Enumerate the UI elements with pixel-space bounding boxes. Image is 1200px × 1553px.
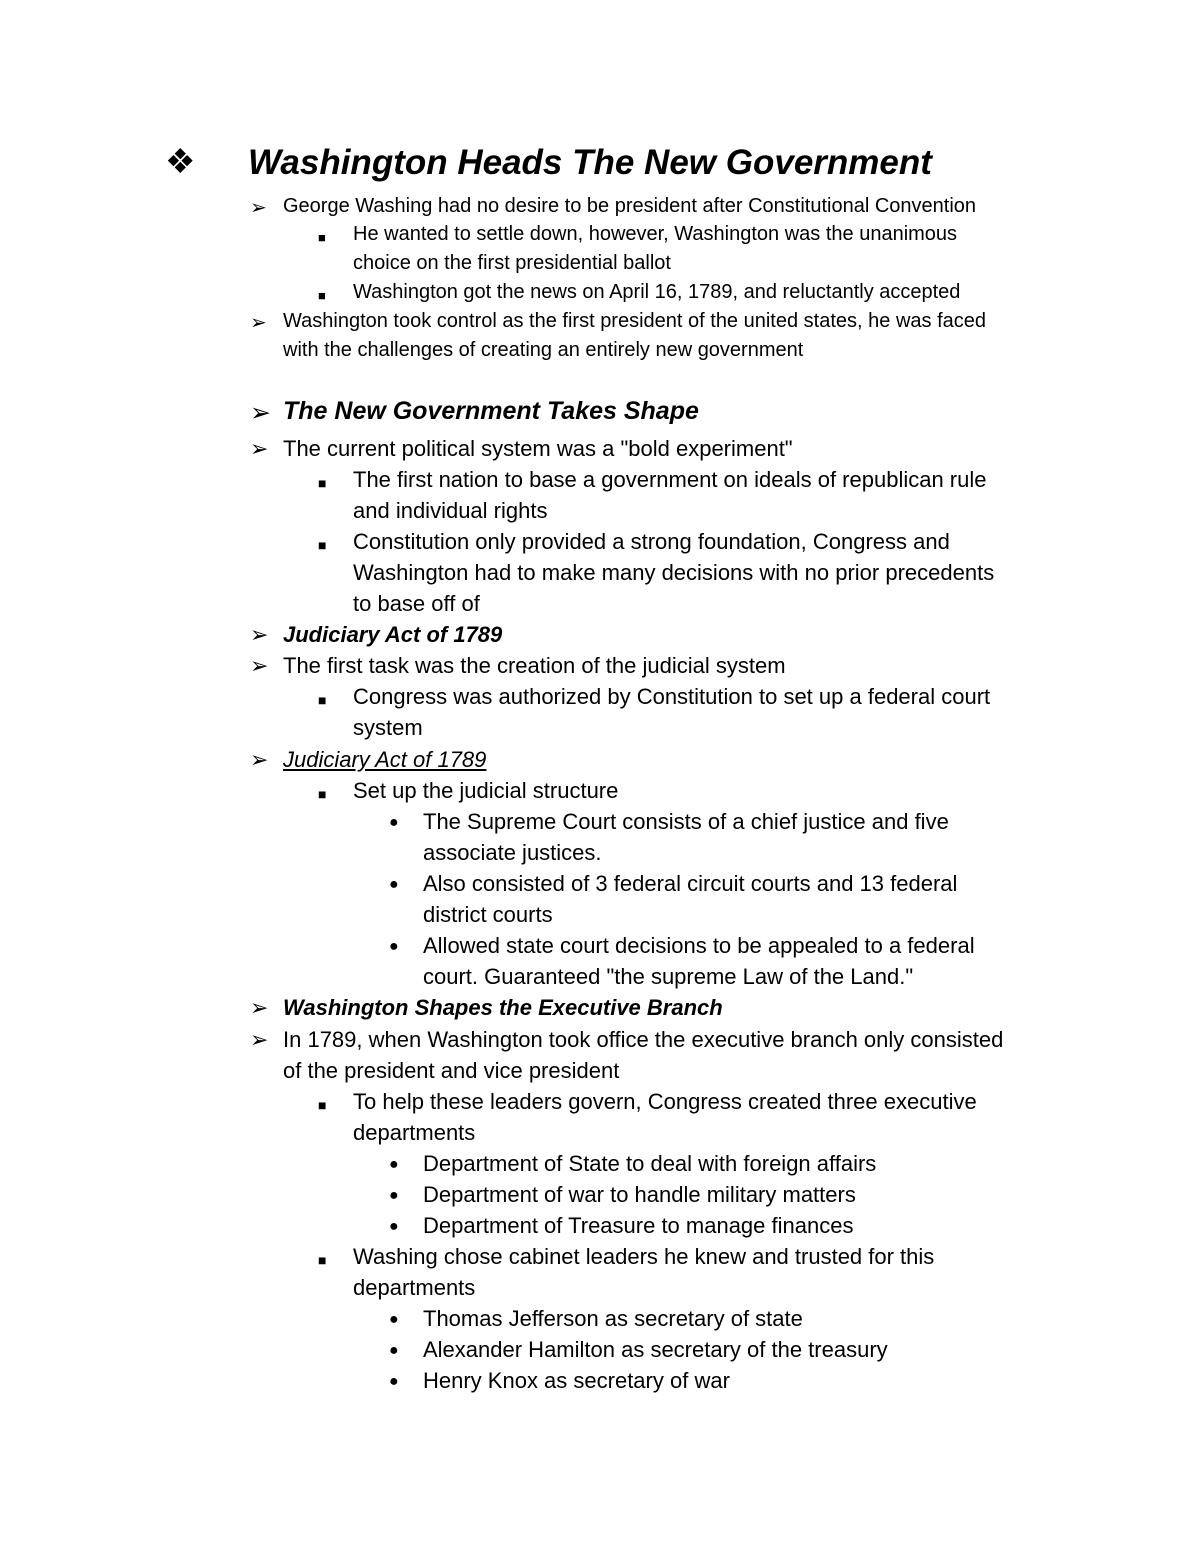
bullet-text: to base off of [353, 591, 480, 616]
square-bullet-icon: ■ [318, 1097, 327, 1113]
dot-bullet-icon: ● [389, 1311, 399, 1328]
bullet-text: To help these leaders govern, Congress created three executive [353, 1089, 977, 1114]
bullet-text: Set up the judicial structure [353, 778, 619, 803]
bullet-text: Washington got the news on April 16, 1789, and reluctantly accepted [353, 281, 961, 303]
dot-bullet-icon: ● [389, 1373, 399, 1390]
page-title: Washington Heads The New Government [248, 143, 932, 182]
square-bullet-icon: ■ [318, 537, 327, 553]
bullet-text: The current political system was a "bold experiment" [283, 436, 793, 461]
dot-bullet-icon: ● [389, 1187, 399, 1204]
bullet-text: choice on the first presidential ballot [353, 252, 671, 274]
bullet-text: of the president and vice president [283, 1058, 620, 1083]
bullet-text: In 1789, when Washington took office the executive branch only consisted [283, 1027, 1004, 1052]
bullet-text: system [353, 715, 423, 740]
arrowhead-icon: ➢ [250, 436, 269, 461]
diamond-sparkle-icon: ❖ [165, 143, 196, 181]
bullet-text: The first task was the creation of the judicial system [283, 653, 786, 678]
arrowhead-icon: ➢ [250, 399, 271, 427]
bullet-text: associate justices. [423, 840, 602, 865]
dot-bullet-icon: ● [389, 1342, 399, 1359]
subheading-judiciary-act: Judiciary Act of 1789 [283, 622, 503, 647]
bullet-text: Henry Knox as secretary of war [423, 1368, 730, 1393]
bullet-text: court. Guaranteed "the supreme Law of the Land." [423, 964, 914, 989]
bullet-text: Alexander Hamilton as secretary of the treasury [423, 1337, 888, 1362]
bullet-text: Washington took control as the first president of the united states, he was faced [283, 310, 986, 332]
bullet-text: Department of Treasure to manage finances [423, 1213, 854, 1238]
square-bullet-icon: ■ [318, 288, 326, 303]
square-bullet-icon: ■ [318, 230, 326, 245]
dot-bullet-icon: ● [389, 938, 399, 955]
arrowhead-icon: ➢ [250, 747, 269, 772]
bullet-text: Allowed state court decisions to be appealed to a federal [423, 933, 975, 958]
bullet-text: Department of war to handle military matters [423, 1182, 856, 1207]
arrowhead-icon: ➢ [250, 197, 267, 219]
bullet-text: with the challenges of creating an entirely new government [283, 339, 804, 361]
bullet-text: The first nation to base a government on ideals of republican rule [353, 467, 987, 492]
judiciary-act-link[interactable]: Judiciary Act of 1789 [283, 747, 487, 772]
arrowhead-icon: ➢ [250, 995, 269, 1020]
arrowhead-icon: ➢ [250, 312, 267, 334]
bullet-text: departments [353, 1275, 476, 1300]
dot-bullet-icon: ● [389, 1218, 399, 1235]
arrowhead-icon: ➢ [250, 653, 269, 678]
square-bullet-icon: ■ [318, 475, 327, 491]
bullet-text: departments [353, 1120, 476, 1145]
square-bullet-icon: ■ [318, 786, 327, 802]
bullet-text: The Supreme Court consists of a chief justice and five [423, 809, 949, 834]
dot-bullet-icon: ● [389, 814, 399, 831]
bullet-text: George Washing had no desire to be president after Constitutional Convention [283, 195, 977, 217]
bullet-text: Also consisted of 3 federal circuit courts and 13 federal [423, 871, 958, 896]
dot-bullet-icon: ● [389, 1156, 399, 1173]
bullet-text: Department of State to deal with foreign affairs [423, 1151, 877, 1176]
section-heading: The New Government Takes Shape [283, 397, 699, 425]
square-bullet-icon: ■ [318, 692, 327, 708]
bullet-text: He wanted to settle down, however, Washington was the unanimous [353, 223, 958, 245]
arrowhead-icon: ➢ [250, 1027, 269, 1052]
bullet-text: Washington had to make many decisions with no prior precedents [353, 560, 995, 585]
bullet-text: Constitution only provided a strong foundation, Congress and [353, 529, 950, 554]
bullet-text: district courts [423, 902, 553, 927]
subheading-executive-branch: Washington Shapes the Executive Branch [283, 995, 723, 1020]
bullet-text: Thomas Jefferson as secretary of state [423, 1306, 803, 1331]
bullet-text: Congress was authorized by Constitution to set up a federal court [353, 684, 991, 709]
square-bullet-icon: ■ [318, 1252, 327, 1268]
dot-bullet-icon: ● [389, 876, 399, 893]
arrowhead-icon: ➢ [250, 622, 269, 647]
bullet-text: Washing chose cabinet leaders he knew and trusted for this [353, 1244, 935, 1269]
bullet-text: and individual rights [353, 498, 548, 523]
